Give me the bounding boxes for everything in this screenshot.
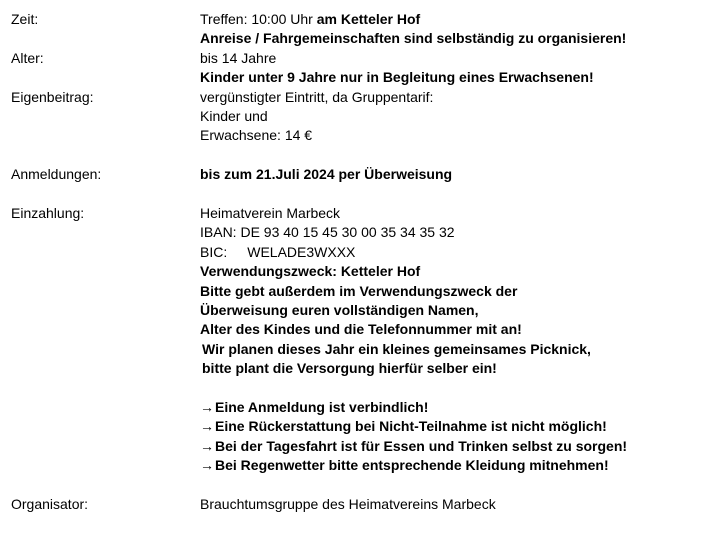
alter-label: Alter: — [11, 49, 44, 66]
anreise-note: Anreise / Fahrgemeinschaften sind selbständig zu organisieren! — [200, 30, 627, 47]
alter-value: bis 14 Jahre — [200, 49, 277, 66]
hinweis-text-3: Bei der Tagesfahrt ist für Essen und Trinken selbst zu sorgen! — [215, 437, 628, 454]
bic-value — [200, 243, 355, 262]
zeit-value — [200, 10, 420, 29]
hinweis-item-2 — [0, 417, 710, 436]
einzahlung-hinweis-row-1 — [0, 282, 710, 301]
einzahlung-hinweis-3: Alter des Kindes und die Telefonnummer mit an! — [200, 321, 522, 338]
alter-hinweis: Kinder unter 9 Jahre nur in Begleitung eines Erwachsenen! — [200, 69, 594, 86]
eigenbeitrag-row-2 — [0, 107, 710, 126]
treffen-time: Treffen: 10:00 Uhr — [200, 11, 313, 27]
alter-hinweis-row — [0, 68, 710, 87]
arrow-right-icon: → — [200, 437, 214, 454]
zeit-row — [0, 10, 710, 29]
picknick-row-1 — [0, 340, 710, 359]
eigenbeitrag-line-1: vergünstigter Eintritt, da Gruppentarif: — [200, 88, 434, 105]
einzahlung-hinweis-2: Überweisung euren vollständigen Namen, — [200, 302, 479, 318]
anmeldungen-row — [0, 165, 710, 184]
arrow-right-icon: → — [200, 457, 214, 474]
treffen-location: am Ketteler Hof — [316, 11, 421, 27]
iban-value: IBAN: DE 93 40 15 45 30 00 35 34 35 32 — [200, 224, 455, 241]
einzahlung-hinweis-row-2 — [0, 301, 710, 320]
eigenbeitrag-row-3 — [0, 126, 710, 145]
eigenbeitrag-label: Eigenbeitrag: — [11, 88, 94, 105]
anmeldungen-value: bis zum 21.Juli 2024 per Überweisung — [200, 166, 453, 183]
bic-row — [0, 243, 710, 262]
arrow-right-icon: → — [200, 399, 214, 415]
verwendungszweck: Verwendungszweck: Ketteler Hof — [200, 263, 421, 280]
eigenbeitrag-row — [0, 88, 710, 107]
einzahlung-row — [0, 204, 710, 223]
bic-label: BIC: — [200, 243, 228, 260]
hinweis-text-4: Bei Regenwetter bitte entsprechende Kleidung mitnehmen! — [215, 457, 609, 474]
alter-row — [0, 49, 710, 68]
einzahlung-label: Einzahlung: — [11, 205, 85, 221]
iban-row — [0, 223, 710, 242]
arrow-right-icon: → — [200, 418, 214, 435]
hinweis-item-4 — [0, 456, 710, 475]
eigenbeitrag-line-2: Kinder und — [200, 108, 268, 124]
picknick-line-1: Wir planen dieses Jahr ein kleines gemeinsames Picknick, — [202, 340, 591, 357]
bic-code: WELADE3WXXX — [247, 243, 356, 260]
einzahlung-hinweis-1: Bitte gebt außerdem im Verwendungszweck der — [200, 282, 518, 299]
verwendungszweck-row — [0, 262, 710, 281]
einzahlung-empfaenger: Heimatverein Marbeck — [200, 205, 341, 221]
einzahlung-hinweis-row-3 — [0, 320, 710, 339]
picknick-row-2 — [0, 359, 710, 378]
zeit-label: Zeit: — [11, 11, 39, 27]
eigenbeitrag-line-3: Erwachsene: 14 € — [200, 127, 313, 144]
anmeldungen-label: Anmeldungen: — [11, 166, 102, 183]
hinweis-text-1: Eine Anmeldung ist verbindlich! — [215, 399, 429, 415]
organisator-value: Brauchtumsgruppe des Heimatvereins Marbeck — [200, 496, 496, 512]
hinweis-text-2: Eine Rückerstattung bei Nicht-Teilnahme ist nicht möglich! — [215, 418, 607, 435]
hinweis-item-3 — [0, 437, 710, 456]
anreise-row — [0, 29, 710, 48]
hinweis-item-1 — [0, 398, 710, 417]
organisator-label: Organisator: — [11, 496, 89, 512]
picknick-line-2: bitte plant die Versorgung hierfür selber ein! — [202, 360, 497, 377]
organisator-row — [0, 495, 710, 514]
